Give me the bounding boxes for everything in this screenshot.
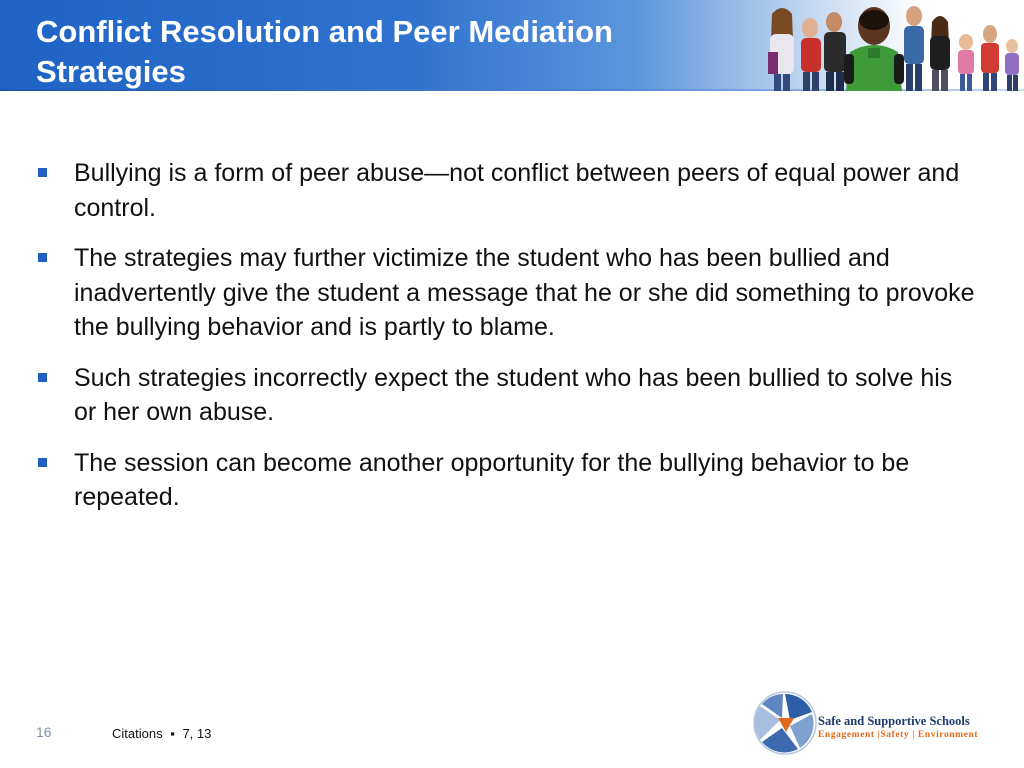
- logo-subtitle: Engagement |Safety | Environment: [818, 730, 979, 740]
- citations-label: Citations: [112, 726, 163, 741]
- bullet-item: [36, 241, 976, 345]
- students-group-photo: [762, 0, 1024, 91]
- bullet-list: [36, 156, 976, 531]
- logo-text: [818, 714, 978, 742]
- square-bullet-icon: [38, 458, 47, 467]
- safe-supportive-schools-logo-icon: [752, 690, 818, 756]
- citations-values: 7, 13: [182, 726, 212, 741]
- square-bullet-icon: [38, 373, 47, 382]
- page-number: 16: [36, 724, 52, 740]
- bullet-item: [36, 446, 976, 515]
- student-figure: [958, 34, 974, 91]
- student-figure: [801, 18, 821, 91]
- bullet-item: [36, 156, 976, 225]
- slide-title-line-1: Conflict Resolution and Peer Mediation: [36, 14, 613, 49]
- student-figure: [824, 12, 846, 91]
- student-figure: [981, 25, 999, 91]
- slide-header: [0, 0, 1024, 91]
- slide-title: [36, 12, 716, 91]
- slide-title-line-2: Strategies: [36, 54, 186, 89]
- student-figure: [768, 8, 794, 91]
- square-bullet-icon: [38, 168, 47, 177]
- square-bullet-icon: [38, 253, 47, 262]
- bullet-text: The strategies may further victimize the student who has been bullied and inadvertently give the student a message that he or she did something to provoke the bullying behavior and is partly to blame.: [74, 244, 975, 341]
- bullet-text: Such strategies incorrectly expect the student who has been bullied to solve his or her own abuse.: [74, 363, 953, 426]
- student-figure: [1005, 39, 1019, 91]
- bullet-item: [36, 361, 976, 430]
- citations-separator: ▪: [170, 726, 175, 741]
- bullet-text: The session can become another opportunity for the bullying behavior to be repeated.: [74, 448, 910, 511]
- logo-title: Safe and Supportive Schools: [818, 714, 970, 728]
- student-figure: [930, 16, 950, 91]
- citations: [112, 726, 211, 741]
- bullet-text: Bullying is a form of peer abuse—not conflict between peers of equal power and control.: [74, 159, 960, 222]
- student-figure: [844, 7, 904, 91]
- student-figure: [904, 6, 924, 91]
